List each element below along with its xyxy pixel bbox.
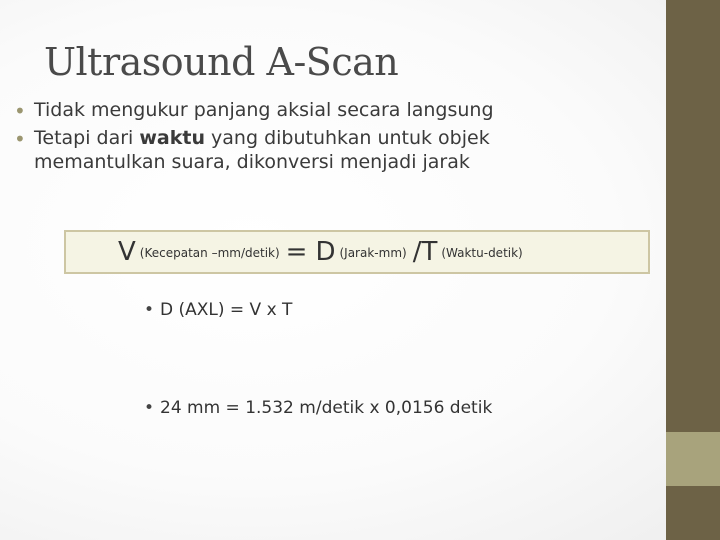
bullet-dot-icon: • bbox=[14, 99, 26, 123]
formula-d-label: (Jarak-mm) bbox=[339, 246, 407, 260]
sub-point bbox=[144, 300, 660, 320]
formula-equals: = bbox=[285, 237, 308, 267]
sub-point bbox=[144, 398, 660, 418]
formula-v: V bbox=[118, 237, 136, 267]
bullet-item bbox=[14, 126, 614, 175]
formula-box bbox=[64, 230, 650, 274]
bullet-emphasis: waktu bbox=[139, 126, 205, 149]
slide-title: Ultrasound A-Scan bbox=[44, 40, 399, 84]
sub-bullet-dot-icon: • bbox=[144, 300, 155, 320]
sidebar-light-block bbox=[666, 432, 720, 486]
sub-bullet-dot-icon: • bbox=[144, 398, 155, 418]
sidebar-bottom-block bbox=[666, 486, 720, 540]
sub-point-text: D (AXL) = V x T bbox=[160, 300, 293, 320]
sidebar-dark-band bbox=[666, 0, 720, 432]
bullet-text-rest: yang dibutuhkan untuk objek memantulkan suara, dikonversi menjadi jarak bbox=[34, 126, 490, 174]
formula-t-label: (Waktu-detik) bbox=[441, 246, 523, 260]
formula-v-label: (Kecepatan –mm/detik) bbox=[139, 246, 280, 260]
bullet-item bbox=[14, 98, 614, 123]
sub-point-text: 24 mm = 1.532 m/detik x 0,0156 detik bbox=[160, 398, 493, 418]
bullet-dot-icon: • bbox=[14, 126, 26, 151]
bullet-text: Tetapi dari bbox=[34, 126, 140, 149]
formula-d: D bbox=[315, 237, 336, 267]
bullet-list bbox=[14, 98, 614, 178]
formula-div-t: /T bbox=[412, 237, 438, 267]
bullet-text: Tidak mengukur panjang aksial secara langsung bbox=[34, 99, 494, 121]
